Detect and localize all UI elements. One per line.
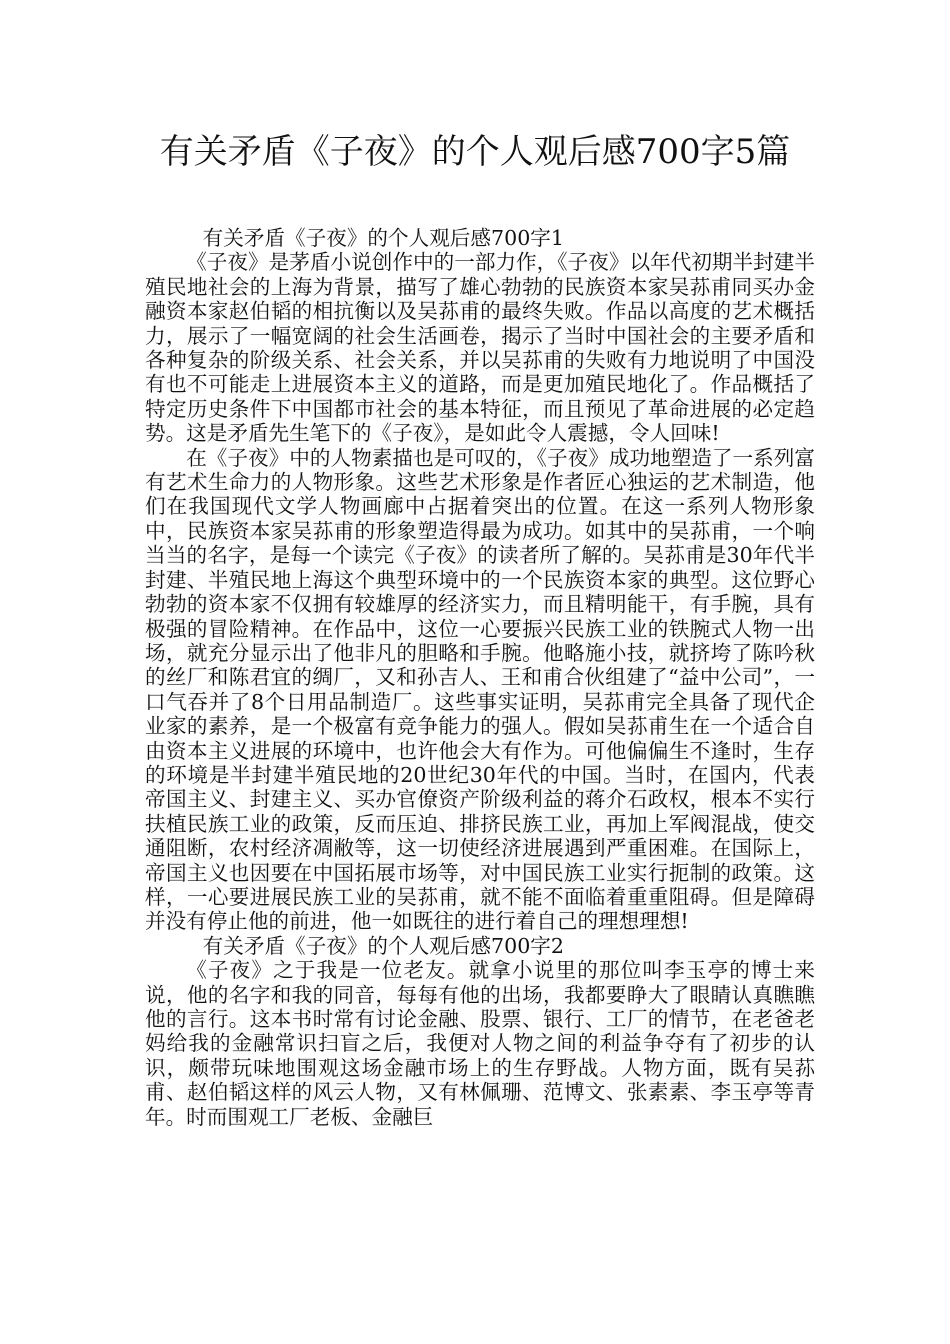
- section-2-paragraph-1: 《子夜》之于我是一位老友。就拿小说里的那位叫李玉亭的博士来说，他的名字和我的同音，每每有他的出场，我都要睁大了眼睛认真瞧瞧他的言行。这本书时常有讨论金融、股票、银行、工厂的情节，在老爸老妈给我的金融常识扫盲之后，我便对人物之间的利益争夺有了初步的认识，颇带玩味地围观这场金融市场上的生存野战。人物方面，既有吴荪甫、赵伯韬这样的风云人物，又有林佩珊、范博文、张素素、李玉亭等青年。时而围观工厂老板、金融巨: [145, 958, 815, 1129]
- document-title: 有关矛盾《子夜》的个人观后感700字5篇: [159, 132, 791, 172]
- section-1-paragraph-2: 在《子夜》中的人物素描也是可叹的，《子夜》成功地塑造了一系列富有艺术生命力的人物形象。这些艺术形象是作者匠心独运的艺术制造，他们在我国现代文学人物画廊中占据着突出的位置。在这一系列人物形象中，民族资本家吴荪甫的形象塑造得最为成功。如其中的吴荪甫，一个响当当的名字，是每一个读完《子夜》的读者所了解的。吴荪甫是30年代半封建、半殖民地上海这个典型环境中的一个民族资本家的典型。这位野心勃勃的资本家不仅拥有较雄厚的经济实力，而且精明能干，有手腕，具有极强的冒险精神。在作品中，这位一心要振兴民族工业的铁腕式人物一出场，就充分显示出了他非凡的胆略和手腕。他略施小技，就挤垮了陈吟秋的丝厂和陈君宜的绸厂，又和孙吉人、王和甫合伙组建了“益中公司”，一口气吞并了8个日用品制造厂。这些事实证明，吴荪甫完全具备了现代企业家的素养，是一个极富有竞争能力的强人。假如吴荪甫生在一个适合自由资本主义进展的环境中，也许他会大有作为。可他偏偏生不逢时，生存的环境是半封建半殖民地的20世纪30年代的中国。当时，在国内，代表帝国主义、封建主义、买办官僚资产阶级利益的蒋介石政权，根本不实行扶植民族工业的政策，反而压迫、排挤民族工业，再加上军阀混战，使交通阻断，农村经济凋敝等，这一切使经济进展遇到严重困难。在国际上，帝国主义也因要在中国拓展市场等，对中国民族工业实行扼制的政策。这样，一心要进展民族工业的吴荪甫，就不能不面临着重重阻碍。但是障碍并没有停止他的前进，他一如既往的进行着自己的理想理想!: [145, 445, 815, 934]
- section-heading-1: 有关矛盾《子夜》的个人观后感700字1: [202, 226, 564, 250]
- document-body: [145, 226, 815, 1129]
- section-1-paragraph-1: 《子夜》是茅盾小说创作中的一部力作，《子夜》以年代初期半封建半殖民地社会的上海为背景，描写了雄心勃勃的民族资本家吴荪甫同买办金融资本家赵伯韬的相抗衡以及吴荪甫的最终失败。作品以高度的艺术概括力，展示了一幅宽阔的社会生活画卷，揭示了当时中国社会的主要矛盾和各种复杂的阶级关系、社会关系，并以吴荪甫的失败有力地说明了中国没有也不可能走上进展资本主义的道路，而是更加殖民地化了。作品概括了特定历史条件下中国都市社会的基本特征，而且预见了革命进展的必定趋势。这是矛盾先生笔下的《子夜》，是如此令人震撼，令人回味!: [145, 250, 815, 446]
- section-heading-2: 有关矛盾《子夜》的个人观后感700字2: [202, 933, 564, 958]
